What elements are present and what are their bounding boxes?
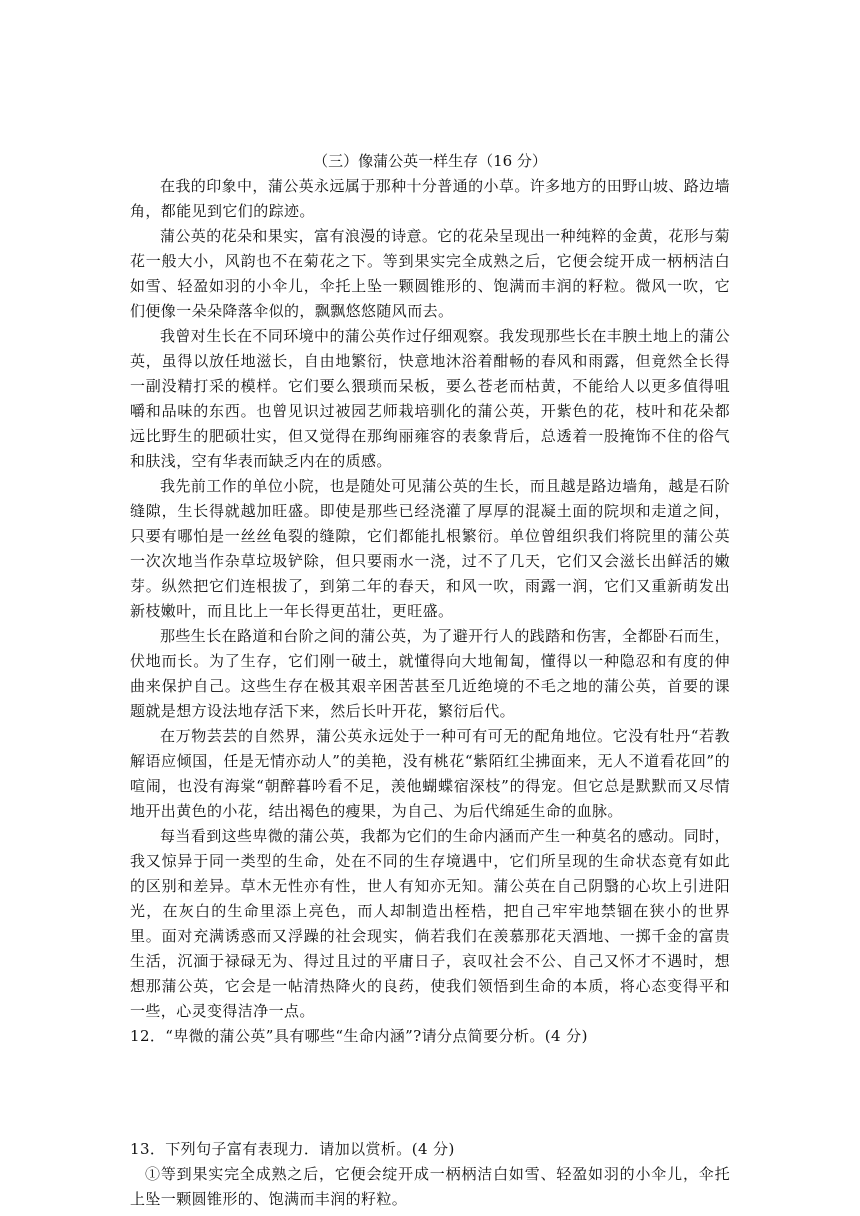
section-title: （三）像蒲公英一样生存（16 分） xyxy=(313,152,547,170)
paragraph: 那些生长在路道和台阶之间的蒲公英，为了避开行人的践踏和伤害，全都卧石而生，伏地而长。为了生存，它们刚一破土，就懂得向大地匍匐，懂得以一种隐忍和有度的伸曲来保护自己。这些生存在极其艰辛困苦甚至几近绝境的不毛之地的蒲公英，首要的课题就是想方设法地存活下来，然后长叶开花，繁衍后代。 xyxy=(130,627,730,720)
question-12: 12．“卑微的蒲公英”具有哪些“生命内涵”?请分点简要分析。(4 分) xyxy=(130,1027,588,1045)
question-13: 13．下列句子富有表现力．请加以赏析。(4 分) xyxy=(130,1140,455,1158)
paragraph: 在万物芸芸的自然界，蒲公英永远处于一种可有可无的配角地位。它没有牡丹“若教解语应倾国，任是无情亦动人”的美艳，没有桃花“紫陌红尘拂面来，无人不道看花回”的喧闹，也没有海棠“朝醉暮吟看不足，羡他蝴蝶宿深枝”的得宠。但它总是默默而又尽情地开出黄色的小花，结出褐色的瘦果，为自己、为后代绵延生命的血脉。 xyxy=(130,727,730,820)
paragraph: 我曾对生长在不同环境中的蒲公英作过仔细观察。我发现那些长在丰腴土地上的蒲公英，虽得以放任地滋长，自由地繁衍，快意地沐浴着酣畅的春风和雨露，但竟然全长得一副没精打采的模样。它们要么猥琐而呆板，要么苍老而枯黄，不能给人以更多值得咀嚼和品味的东西。也曾见识过被园艺师栽培驯化的蒲公英，开紫色的花，枝叶和花朵都远比野生的肥硕壮实，但又觉得在那绚丽雍容的表象背后，总透着一股掩饰不住的俗气和肤浅，空有华表而缺乏内在的质感。 xyxy=(130,327,730,470)
answer-space xyxy=(130,1049,730,1137)
paragraph: 蒲公英的花朵和果实，富有浪漫的诗意。它的花朵呈现出一种纯粹的金黄，花形与菊花一般大小，风韵也不在菊花之下。等到果实完全成熟之后，它便会绽开成一柄柄洁白如雪、轻盈如羽的小伞儿，伞托上坠一颗圆锥形的、饱满而丰润的籽粒。微风一吹，它们便像一朵朵降落伞似的，飘飘悠悠随风而去。 xyxy=(130,227,730,320)
paragraph: 每当看到这些卑微的蒲公英，我都为它们的生命内涵而产生一种莫名的感动。同时，我又惊异于同一类型的生命，处在不同的生存境遇中，它们所呈现的生命状态竟有如此的区别和差异。草木无性亦有性，世人有知亦无知。蒲公英在自己阴翳的心坎上引进阳光，在灰白的生命里添上亮色，而人却制造出桎梏，把自己牢牢地禁锢在狭小的世界里。面对充满诱惑而又浮躁的社会现实，倘若我们在羡慕那花天酒地、一掷千金的富贵生活，沉湎于禄碌无为、得过且过的平庸日子，哀叹社会不公、自己又怀才不遇时，想想那蒲公英，它会是一帖清热降火的良药，使我们领悟到生命的本质，将心态变得平和一些，心灵变得洁净一点。 xyxy=(130,827,730,1020)
paragraph: 在我的印象中，蒲公英永远属于那种十分普通的小草。许多地方的田野山坡、路边墙角，都能见到它们的踪迹。 xyxy=(130,177,730,220)
paragraph: 我先前工作的单位小院，也是随处可见蒲公英的生长，而且越是路边墙角，越是石阶缝隙，生长得就越加旺盛。即使是那些已经浇灌了厚厚的混凝土面的院坝和走道之间，只要有哪怕是一丝丝龟裂的缝隙，它们都能扎根繁衍。单位曾组织我们将院里的蒲公英一次次地当作杂草垃圾铲除，但只要雨水一浇，过不了几天，它们又会滋长出鲜活的嫩芽。纵然把它们连根拔了，到第二年的春天，和风一吹，雨露一润，它们又重新萌发出新枝嫩叶，而且比上一年长得更茁壮，更旺盛。 xyxy=(130,477,730,620)
document-page xyxy=(130,148,730,1212)
question-13-item-1: ①等到果实完全成熟之后，它便会绽开成一柄柄洁白如雪、轻盈如羽的小伞儿，伞托上坠一颗圆锥形的、饱满而丰润的籽粒。 xyxy=(130,1165,730,1208)
